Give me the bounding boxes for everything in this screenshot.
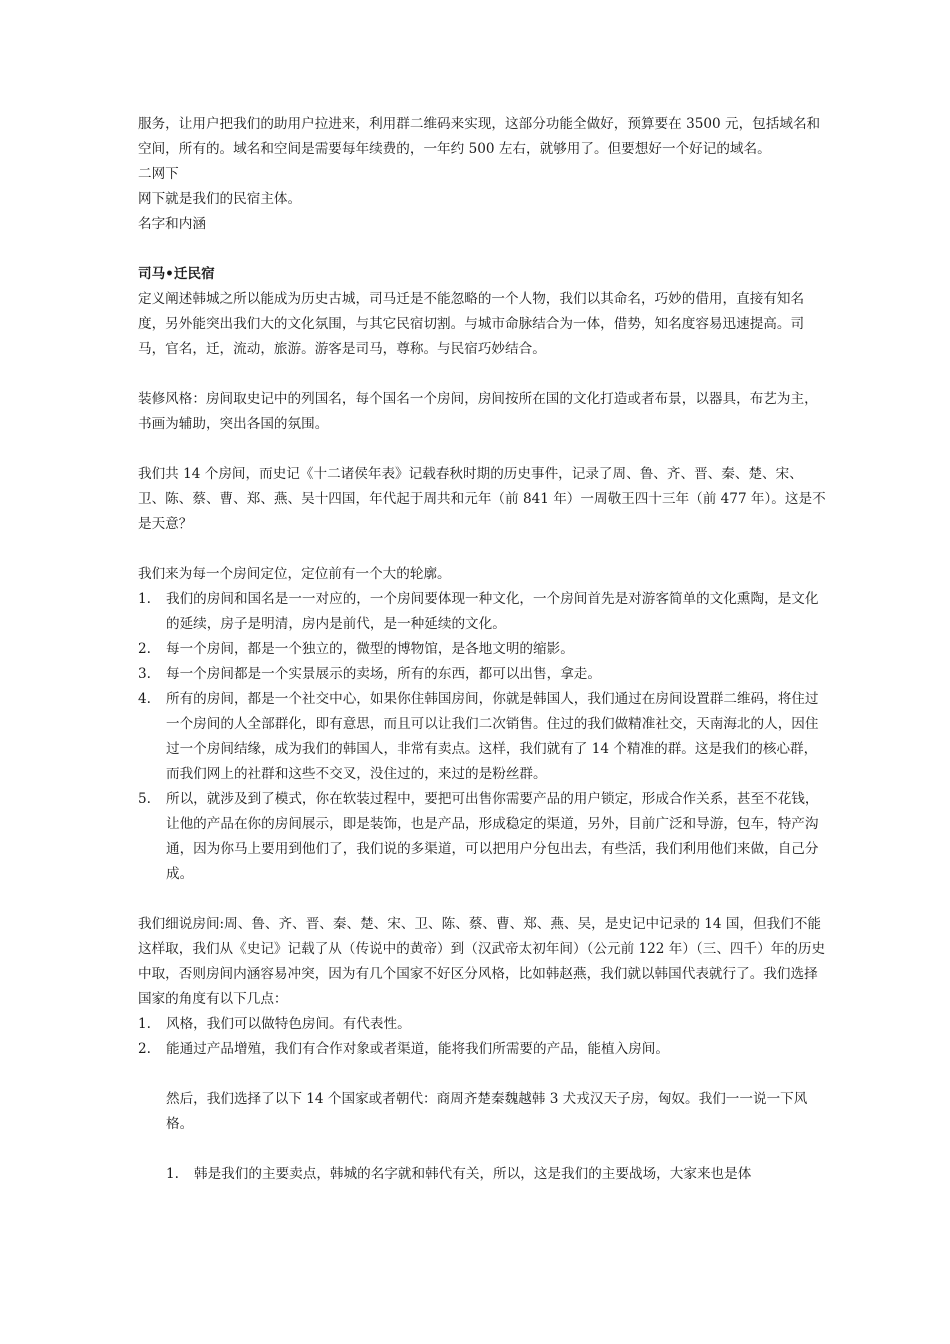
list-item [138,1012,828,1037]
decoration-style: 装修风格：房间取史记中的列国名，每个国名一个房间，房间按所在国的文化打造或者布景，以器具，布艺为主，书画为辅助，突出各国的氛围。 [138,391,818,432]
list-text: 能通过产品增殖，我们有合作对象或者渠道，能将我们所需要的产品，能植入房间。 [166,1041,669,1057]
list-number: 2. [138,1041,151,1057]
intro-paragraph: 服务，让用户把我们的助用户拉进来，利用群二维码来实现，这部分功能全做好，预算要在 3500 元，包括域名和空间，所有的。域名和空间是需要每年续费的，一年约 500 左右，就够用了。但要想好一个好记的域名。 [138,116,821,157]
name-meaning-line: 名字和内涵 [138,216,206,232]
list-item [138,637,828,662]
list-number: 1. [138,591,151,607]
list-number: 3. [138,666,151,682]
selection-paragraph: 然后，我们选择了以下 14 个国家或者朝代：商周齐楚秦魏越韩 3 犬戎汉天子房，匈奴。我们一一说一下风格。 [166,1091,808,1132]
spacer [138,887,828,912]
spacer [138,1062,828,1087]
list-item [138,787,828,887]
list-text: 每一个房间，都是一个独立的，微型的博物馆，是各地文明的缩影。 [166,641,574,657]
list-text: 风格，我们可以做特色房间。有代表性。 [166,1016,411,1032]
list-number: 1. [166,1166,179,1182]
document-page [138,112,828,1187]
list-number: 5. [138,791,151,807]
spacer [138,437,828,462]
positioning-list [138,587,828,887]
spacer [138,537,828,562]
brand-definition: 定义阐述韩城之所以能成为历史古城，司马迁是不能忽略的一个人物，我们以其命名，巧妙的借用，直接有知名度，另外能突出我们大的文化氛围，与其它民宿切割。与城市命脉结合为一体，借势，知名度容易迅速提高。司马，官名，迁，流动，旅游。游客是司马，尊称。与民宿巧妙结合。 [138,291,805,357]
list-number: 2. [138,641,151,657]
list-text: 每一个房间都是一个实景展示的卖场，所有的东西，都可以出售，拿走。 [166,666,601,682]
offline-main-line: 网下就是我们的民宿主体。 [138,191,302,207]
list-item [138,587,828,637]
positioning-intro: 我们来为每一个房间定位，定位前有一个大的轮廓。 [138,566,451,582]
list-text: 所以，就涉及到了模式，你在软装过程中，要把可出售你需要产品的用户锁定，形成合作关系，甚至不花钱，让他的产品在你的房间展示，即是装饰，也是产品，形成稳定的渠道，另外，目前广泛和导游，包车，特产沟通，因为你马上要用到他们了，我们说的多渠道，可以把用户分包出去，有些活，我们利用他们来做，自己分成。 [166,791,819,882]
list-text: 所有的房间，都是一个社交中心，如果你住韩国房间，你就是韩国人，我们通过在房间设置群二维码，将住过一个房间的人全部群化，即有意思，而且可以让我们二次销售。住过的我们做精准社交，天南海北的人，因住过一个房间结缘，成为我们的韩国人，非常有卖点。这样，我们就有了 14 个精准的群。这是我们的核心群，而我们网上的社群和这些不交叉，没住过的，来过的是粉丝群。 [166,691,819,782]
spacer [138,1137,828,1162]
rooms-paragraph: 我们共 14 个房间，而史记《十二诸侯年表》记载春秋时期的历史事件，记录了周、鲁、齐、晋、秦、楚、宋、卫、陈、蔡、曹、郑、燕、吴十四国，年代起于周共和元年（前 841 年）一周敬王四十三年（前 477 年）。这是不是天意？ [138,466,826,532]
list-item [138,1037,828,1062]
list-text: 韩是我们的主要卖点，韩城的名字就和韩代有关，所以，这是我们的主要战场，大家来也是体 [194,1166,752,1182]
criteria-list [138,1012,828,1062]
list-item [138,687,828,787]
spacer [138,237,828,262]
style-list [138,1162,828,1187]
list-text: 我们的房间和国名是一一对应的，一个房间要体现一种文化，一个房间首先是对游客简单的文化熏陶，是文化的延续，房子是明清，房内是前代，是一种延续的文化。 [166,591,819,632]
list-item [138,662,828,687]
offline-heading: 二网下 [138,166,179,182]
details-intro: 我们细说房间:周、鲁、齐、晋、秦、楚、宋、卫、陈、蔡、曹、郑、燕、吴，是史记中记录的 14 国，但我们不能这样取，我们从《史记》记载了从（传说中的黄帝）到（汉武帝太初年间）（公元前 122 年）（三、四千）年的历史中取，否则房间内涵容易冲突，因为有几个国家不好区分风格，比如韩赵燕，我们就以韩国代表就行了。我们选择国家的角度有以下几点： [138,916,826,1007]
brand-heading: 司马•迁民宿 [138,266,215,282]
list-item [138,1162,828,1187]
list-number: 1. [138,1016,151,1032]
list-number: 4. [138,691,151,707]
spacer [138,362,828,387]
